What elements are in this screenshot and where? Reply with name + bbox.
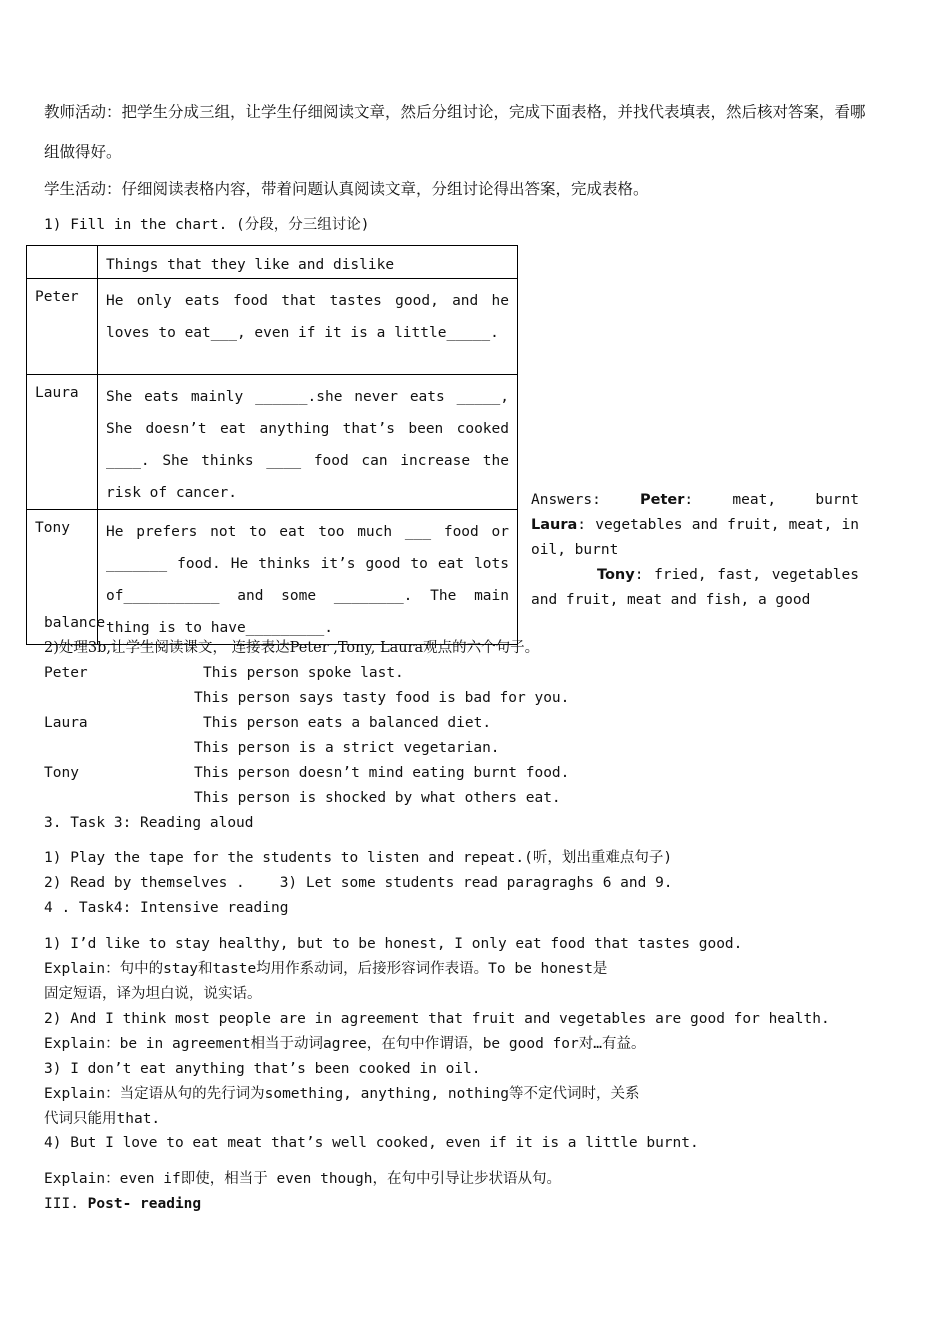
post-reading-title: Post- reading [87, 1196, 202, 1212]
task3-line-2: 2) Read by themselves . 3) Let some students read paragraghs 6 and 9. [44, 875, 673, 891]
task3-heading: 3. Task 3: Reading aloud [44, 815, 254, 831]
task2-name-peter: Peter [44, 665, 88, 681]
task2-label: 2)处理3b,让学生阅读课文， 连接表达Peter ,Tony, Laura观点的六个句子。 [44, 640, 540, 656]
task4-explain-3b: 代词只能用that. [44, 1111, 161, 1127]
answers-block: Answers: Peter: meat, burnt Laura: vegetables and fruit, meat, in oil, burnt Tony: fried, fast, vegetables and fruit, meat and fish, a good [531, 488, 859, 613]
post-reading-number: III. [44, 1196, 88, 1212]
chart-corner-cell [27, 246, 98, 279]
answers-label: Answers: [531, 492, 601, 508]
task2-sentence-6: This person is shocked by what others eat. [194, 790, 561, 806]
chart-row-name-peter: Peter [27, 279, 98, 375]
answer-laura-name: Laura [531, 517, 578, 533]
task2-name-tony: Tony [44, 765, 79, 781]
task4-sentence-4: 4) But I love to eat meat that’s well cooked, even if it is a little burnt. [44, 1135, 699, 1151]
chart-header: Things that they like and dislike [98, 246, 518, 279]
task4-explain-1b: 固定短语，译为坦白说，说实话。 [44, 986, 262, 1002]
answer-peter-name: Peter [640, 492, 685, 508]
task2-sentence-4: This person is a strict vegetarian. [194, 740, 500, 756]
task4-heading: 4 . Task4: Intensive reading [44, 900, 289, 916]
chart-row-text-peter: He only eats food that tastes good, and he loves to eat___, even if it is a little_____. [98, 279, 518, 375]
answer-laura: : vegetables and fruit, meat, in oil, burnt [531, 517, 859, 558]
task4-explain-4: Explain：even if即使，相当于 even though，在句中引导让步状语从句。 [44, 1171, 561, 1187]
chart-row-name-tony: Tony [27, 510, 98, 645]
student-activity: 学生活动：仔细阅读表格内容，带着问题认真阅读文章，分组讨论得出答案，完成表格。 [44, 180, 649, 198]
answers-tail: balance [44, 615, 106, 631]
task4-explain-1a: Explain：句中的stay和taste均用作系动词，后接形容词作表语。To be honest是 [44, 961, 608, 977]
task2-name-laura: Laura [44, 715, 88, 731]
task2-sentence-2: This person says tasty food is bad for you. [194, 690, 570, 706]
task2-sentence-1: This person spoke last. [203, 665, 404, 681]
task2-sentence-3: This person eats a balanced diet. [203, 715, 492, 731]
fill-in-chart [26, 245, 518, 645]
task1-label: 1) Fill in the chart. (分段，分三组讨论) [44, 217, 370, 233]
task4-sentence-2: 2) And I think most people are in agreement that fruit and vegetables are good for health. [44, 1011, 830, 1027]
chart-row-name-laura: Laura [27, 375, 98, 510]
task4-sentence-1: 1) I’d like to stay healthy, but to be honest, I only eat food that tastes good. [44, 936, 743, 952]
answer-tony: : fried, fast, vegetables and fruit, meat and fish, a good [531, 567, 859, 608]
task4-explain-3a: Explain：当定语从句的先行词为something, anything, nothing等不定代词时，关系 [44, 1086, 640, 1102]
chart-row-text-laura: She eats mainly ______.she never eats _____, She doesn’t eat anything that’s been cooked ____. She thinks ____ food can increase the risk of cancer. [98, 375, 518, 510]
answer-tony-name: Tony [597, 567, 635, 583]
task4-explain-2: Explain：be in agreement相当于动词agree，在句中作谓语，be good for对…有益。 [44, 1036, 646, 1052]
chart-row-text-tony: He prefers not to eat too much ___ food or _______ food. He thinks it’s good to eat lots of___________ and some ________. The main thing is to have_________. [98, 510, 518, 645]
task3-line-1: 1) Play the tape for the students to listen and repeat.(听，划出重难点句子) [44, 850, 673, 866]
task4-sentence-3: 3) I don’t eat anything that’s been cooked in oil. [44, 1061, 481, 1077]
post-reading-heading [44, 1195, 201, 1213]
task2-sentence-5: This person doesn’t mind eating burnt food. [194, 765, 570, 781]
teacher-activity: 教师活动：把学生分成三组，让学生仔细阅读文章，然后分组讨论，完成下面表格，并找代表填表，然后核对答案，看哪组做得好。 [44, 103, 866, 161]
